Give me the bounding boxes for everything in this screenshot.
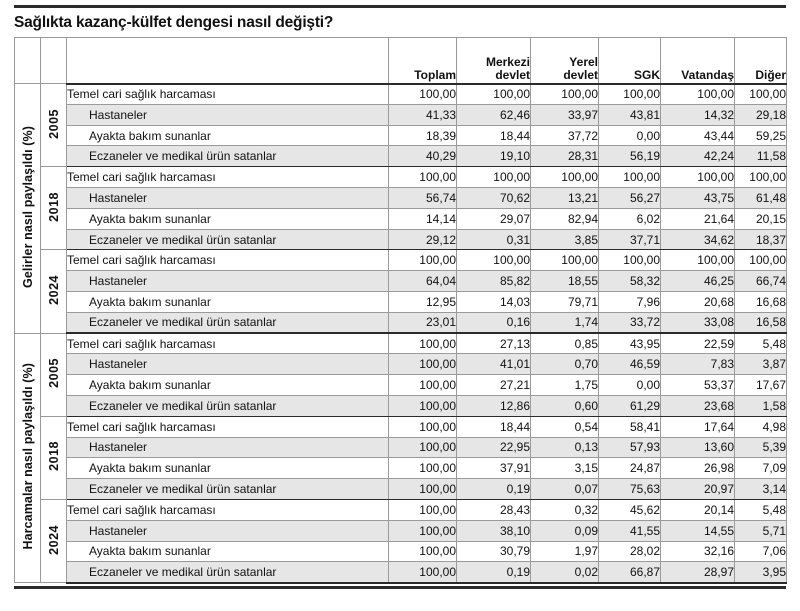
year-label-text: 2024 (46, 524, 61, 555)
data-cell: 28,31 (531, 146, 599, 167)
header-diger: Diğer (735, 38, 787, 84)
year-label-cell (41, 167, 67, 250)
table-body (15, 84, 787, 583)
data-cell: 100,00 (531, 167, 599, 188)
header-merkezi-devlet (457, 38, 531, 84)
data-cell: 100,00 (389, 520, 457, 541)
table-row (15, 458, 787, 479)
data-cell: 20,97 (661, 479, 735, 500)
data-cell: 79,71 (531, 292, 599, 313)
row-label: Ayakta bakım sunanlar (67, 375, 389, 396)
data-cell: 1,75 (531, 375, 599, 396)
data-cell: 27,21 (457, 375, 531, 396)
data-cell: 14,55 (661, 520, 735, 541)
table-row (15, 520, 787, 541)
data-cell: 100,00 (599, 167, 661, 188)
data-cell: 75,63 (599, 479, 661, 500)
table-row (15, 229, 787, 250)
data-cell: 40,29 (389, 146, 457, 167)
data-cell: 7,06 (735, 541, 787, 562)
data-cell: 100,00 (389, 333, 457, 354)
data-cell: 20,14 (661, 499, 735, 520)
data-cell: 43,95 (599, 333, 661, 354)
data-cell: 53,37 (661, 375, 735, 396)
header-yerel-line1: Yerel (569, 54, 598, 69)
table-row (15, 292, 787, 313)
data-cell: 1,58 (735, 396, 787, 417)
data-cell: 3,85 (531, 229, 599, 250)
data-cell: 58,32 (599, 271, 661, 292)
header-sgk: SGK (599, 38, 661, 84)
header-toplam: Toplam (389, 38, 457, 84)
row-label: Ayakta bakım sunanlar (67, 125, 389, 146)
data-cell: 30,79 (457, 541, 531, 562)
data-cell: 57,93 (599, 437, 661, 458)
data-cell: 46,25 (661, 271, 735, 292)
data-cell: 100,00 (599, 84, 661, 105)
data-cell: 82,94 (531, 208, 599, 229)
table-head (15, 38, 787, 84)
data-cell: 32,16 (661, 541, 735, 562)
table-row (15, 208, 787, 229)
table-row (15, 437, 787, 458)
data-cell: 61,48 (735, 188, 787, 209)
data-cell: 28,02 (599, 541, 661, 562)
data-cell: 21,64 (661, 208, 735, 229)
data-cell: 3,14 (735, 479, 787, 500)
header-yerel-devlet (531, 38, 599, 84)
data-cell: 100,00 (389, 84, 457, 105)
header-row (15, 38, 787, 84)
year-label-cell (41, 84, 67, 167)
data-cell: 37,91 (457, 458, 531, 479)
table-row (15, 84, 787, 105)
table-row (15, 104, 787, 125)
table-row (15, 416, 787, 437)
data-cell: 38,10 (457, 520, 531, 541)
row-label: Hastaneler (67, 188, 389, 209)
data-cell: 0,60 (531, 396, 599, 417)
data-cell: 19,10 (457, 146, 531, 167)
data-cell: 7,83 (661, 354, 735, 375)
year-label-text: 2024 (46, 275, 61, 305)
data-cell: 100,00 (389, 541, 457, 562)
table-row (15, 146, 787, 167)
data-cell: 12,86 (457, 396, 531, 417)
data-cell: 18,44 (457, 125, 531, 146)
data-cell: 100,00 (389, 479, 457, 500)
data-cell: 13,21 (531, 188, 599, 209)
row-label: Temel cari sağlık harcaması (67, 499, 389, 520)
year-label-text: 2018 (46, 191, 61, 222)
table-row (15, 479, 787, 500)
data-cell: 100,00 (389, 167, 457, 188)
data-cell: 100,00 (531, 250, 599, 271)
data-cell: 58,41 (599, 416, 661, 437)
row-label: Eczaneler ve medikal ürün satanlar (67, 396, 389, 417)
data-cell: 100,00 (389, 375, 457, 396)
data-cell: 0,54 (531, 416, 599, 437)
header-spacer-year (41, 38, 67, 84)
data-cell: 100,00 (735, 250, 787, 271)
data-cell: 3,15 (531, 458, 599, 479)
data-cell: 56,74 (389, 188, 457, 209)
row-label: Eczaneler ve medikal ürün satanlar (67, 229, 389, 250)
row-label: Temel cari sağlık harcaması (67, 333, 389, 354)
table-row (15, 499, 787, 520)
data-cell: 100,00 (389, 354, 457, 375)
row-label: Temel cari sağlık harcaması (67, 167, 389, 188)
row-label: Hastaneler (67, 437, 389, 458)
data-cell: 42,24 (661, 146, 735, 167)
table-row (15, 250, 787, 271)
data-cell: 20,68 (661, 292, 735, 313)
data-cell: 22,95 (457, 437, 531, 458)
table-row (15, 167, 787, 188)
data-cell: 100,00 (661, 250, 735, 271)
data-cell: 6,02 (599, 208, 661, 229)
data-cell: 0,31 (457, 229, 531, 250)
data-cell: 43,81 (599, 104, 661, 125)
block-label-text: Harcamalar nasıl paylaşıldı (%) (20, 363, 35, 550)
data-cell: 43,44 (661, 125, 735, 146)
data-cell: 0,85 (531, 333, 599, 354)
data-cell: 41,33 (389, 104, 457, 125)
data-cell: 29,07 (457, 208, 531, 229)
row-label: Ayakta bakım sunanlar (67, 541, 389, 562)
data-cell: 18,39 (389, 125, 457, 146)
data-cell: 3,95 (735, 562, 787, 583)
year-label-text: 2005 (46, 358, 61, 389)
data-cell: 0,32 (531, 499, 599, 520)
table-row (15, 312, 787, 333)
table-row (15, 125, 787, 146)
data-cell: 0,13 (531, 437, 599, 458)
year-label-cell (41, 250, 67, 333)
data-cell: 100,00 (735, 167, 787, 188)
data-cell: 1,74 (531, 312, 599, 333)
data-cell: 12,95 (389, 292, 457, 313)
data-cell: 29,12 (389, 229, 457, 250)
table-row (15, 354, 787, 375)
row-label: Eczaneler ve medikal ürün satanlar (67, 562, 389, 583)
row-label: Temel cari sağlık harcaması (67, 416, 389, 437)
header-yerel-line2: devlet (563, 68, 598, 83)
table-row (15, 541, 787, 562)
row-label: Hastaneler (67, 271, 389, 292)
table-row (15, 562, 787, 583)
row-label: Eczaneler ve medikal ürün satanlar (67, 146, 389, 167)
data-cell: 17,67 (735, 375, 787, 396)
data-cell: 27,13 (457, 333, 531, 354)
data-cell: 61,29 (599, 396, 661, 417)
row-label: Ayakta bakım sunanlar (67, 292, 389, 313)
year-label-cell (41, 416, 67, 499)
year-label-cell (41, 499, 67, 582)
table-row (15, 375, 787, 396)
header-spacer-group (15, 38, 41, 84)
data-cell: 7,09 (735, 458, 787, 479)
data-cell: 11,58 (735, 146, 787, 167)
data-cell: 100,00 (389, 458, 457, 479)
header-merkezi-line1: Merkezi (485, 54, 530, 69)
data-cell: 0,09 (531, 520, 599, 541)
header-merkezi-line2: devlet (495, 68, 530, 83)
data-cell: 41,55 (599, 520, 661, 541)
data-cell: 5,71 (735, 520, 787, 541)
data-cell: 56,19 (599, 146, 661, 167)
data-cell: 14,32 (661, 104, 735, 125)
row-label: Hastaneler (67, 104, 389, 125)
data-cell: 100,00 (389, 416, 457, 437)
data-cell: 56,27 (599, 188, 661, 209)
block-label-cell (15, 333, 41, 583)
data-cell: 0,07 (531, 479, 599, 500)
top-divider (14, 5, 786, 8)
data-cell: 37,71 (599, 229, 661, 250)
data-cell: 16,58 (735, 312, 787, 333)
data-cell: 26,98 (661, 458, 735, 479)
data-cell: 17,64 (661, 416, 735, 437)
data-cell: 20,15 (735, 208, 787, 229)
data-cell: 46,59 (599, 354, 661, 375)
data-cell: 0,19 (457, 562, 531, 583)
table-row (15, 188, 787, 209)
data-cell: 100,00 (457, 167, 531, 188)
data-cell: 29,18 (735, 104, 787, 125)
data-cell: 0,02 (531, 562, 599, 583)
data-cell: 0,16 (457, 312, 531, 333)
header-vatandas: Vatandaş (661, 38, 735, 84)
data-cell: 3,87 (735, 354, 787, 375)
data-cell: 0,70 (531, 354, 599, 375)
data-cell: 100,00 (735, 84, 787, 105)
row-label: Hastaneler (67, 520, 389, 541)
table-row (15, 333, 787, 354)
data-cell: 23,68 (661, 396, 735, 417)
data-cell: 45,62 (599, 499, 661, 520)
data-cell: 28,97 (661, 562, 735, 583)
data-cell: 100,00 (661, 167, 735, 188)
data-cell: 70,62 (457, 188, 531, 209)
data-cell: 24,87 (599, 458, 661, 479)
data-cell: 0,00 (599, 125, 661, 146)
data-cell: 23,01 (389, 312, 457, 333)
data-cell: 100,00 (389, 396, 457, 417)
data-cell: 100,00 (389, 437, 457, 458)
data-cell: 13,60 (661, 437, 735, 458)
data-cell: 59,25 (735, 125, 787, 146)
row-label: Ayakta bakım sunanlar (67, 458, 389, 479)
data-cell: 100,00 (457, 250, 531, 271)
page-title: Sağlıkta kazanç-külfet dengesi nasıl değişti? (14, 14, 334, 31)
data-cell: 66,74 (735, 271, 787, 292)
data-cell: 14,03 (457, 292, 531, 313)
data-cell: 14,14 (389, 208, 457, 229)
year-label-text: 2005 (46, 108, 61, 139)
block-label-cell (15, 84, 41, 334)
row-label: Temel cari sağlık harcaması (67, 250, 389, 271)
data-cell: 5,39 (735, 437, 787, 458)
data-cell: 41,01 (457, 354, 531, 375)
table-row (15, 396, 787, 417)
data-cell: 7,96 (599, 292, 661, 313)
data-cell: 34,62 (661, 229, 735, 250)
block-label-text: Gelirler nasıl paylaşıldı (%) (20, 125, 35, 288)
data-cell: 5,48 (735, 333, 787, 354)
data-cell: 4,98 (735, 416, 787, 437)
year-label-text: 2018 (46, 441, 61, 472)
data-cell: 100,00 (661, 84, 735, 105)
data-cell: 33,97 (531, 104, 599, 125)
data-cell: 100,00 (599, 250, 661, 271)
data-cell: 0,00 (599, 375, 661, 396)
row-label: Temel cari sağlık harcaması (67, 84, 389, 105)
data-cell: 100,00 (389, 499, 457, 520)
data-cell: 100,00 (531, 84, 599, 105)
data-cell: 18,55 (531, 271, 599, 292)
data-cell: 62,46 (457, 104, 531, 125)
data-cell: 18,44 (457, 416, 531, 437)
health-finance-table (14, 37, 787, 584)
data-cell: 1,97 (531, 541, 599, 562)
data-cell: 33,08 (661, 312, 735, 333)
page-root (0, 5, 800, 611)
data-cell: 16,68 (735, 292, 787, 313)
data-cell: 100,00 (457, 84, 531, 105)
row-label: Ayakta bakım sunanlar (67, 208, 389, 229)
table-row (15, 271, 787, 292)
data-cell: 0,19 (457, 479, 531, 500)
data-cell: 33,72 (599, 312, 661, 333)
data-cell: 28,43 (457, 499, 531, 520)
data-cell: 43,75 (661, 188, 735, 209)
row-label: Eczaneler ve medikal ürün satanlar (67, 479, 389, 500)
year-label-cell (41, 333, 67, 416)
header-rowlabel (67, 38, 389, 84)
data-cell: 66,87 (599, 562, 661, 583)
data-cell: 5,48 (735, 499, 787, 520)
data-cell: 37,72 (531, 125, 599, 146)
data-cell: 22,59 (661, 333, 735, 354)
data-cell: 100,00 (389, 250, 457, 271)
row-label: Hastaneler (67, 354, 389, 375)
data-cell: 100,00 (389, 562, 457, 583)
row-label: Eczaneler ve medikal ürün satanlar (67, 312, 389, 333)
data-cell: 18,37 (735, 229, 787, 250)
data-cell: 64,04 (389, 271, 457, 292)
bottom-divider (14, 586, 786, 589)
data-cell: 85,82 (457, 271, 531, 292)
